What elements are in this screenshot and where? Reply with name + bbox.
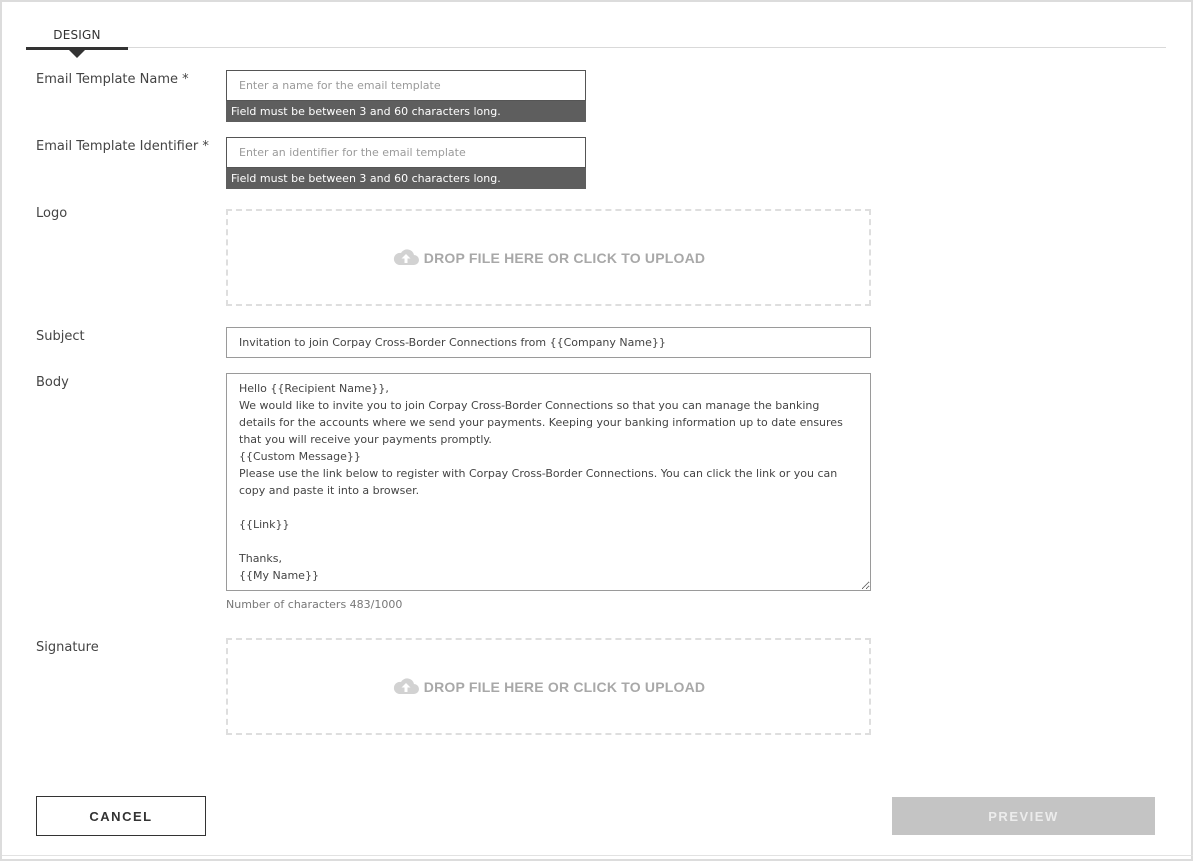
cloud-upload-icon (392, 674, 420, 696)
subject-label: Subject (36, 329, 85, 344)
cancel-button[interactable]: CANCEL (36, 796, 206, 836)
cloud-upload-icon (392, 245, 420, 267)
preview-button[interactable]: PREVIEW (892, 797, 1155, 835)
template-identifier-input[interactable] (226, 137, 586, 168)
tab-design[interactable]: DESIGN (53, 28, 101, 42)
signature-label: Signature (36, 640, 99, 655)
signature-dropzone[interactable] (226, 638, 871, 735)
template-name-error: Field must be between 3 and 60 characters long. (226, 101, 586, 122)
logo-label: Logo (36, 206, 68, 221)
subject-input[interactable] (226, 327, 871, 358)
character-counter: Number of characters 483/1000 (226, 598, 403, 611)
footer-divider (2, 855, 1193, 856)
tab-bar-divider (26, 47, 1166, 48)
template-identifier-label: Email Template Identifier * (36, 139, 209, 154)
template-name-label: Email Template Name * (36, 72, 189, 87)
caret-down-icon (69, 50, 85, 58)
template-name-input[interactable] (226, 70, 586, 101)
logo-dropzone-text: DROP FILE HERE OR CLICK TO UPLOAD (423, 249, 706, 266)
signature-dropzone-text: DROP FILE HERE OR CLICK TO UPLOAD (423, 678, 706, 695)
body-textarea[interactable] (226, 373, 871, 591)
body-label: Body (36, 375, 69, 390)
logo-dropzone[interactable] (226, 209, 871, 306)
template-identifier-error: Field must be between 3 and 60 characters long. (226, 168, 586, 189)
